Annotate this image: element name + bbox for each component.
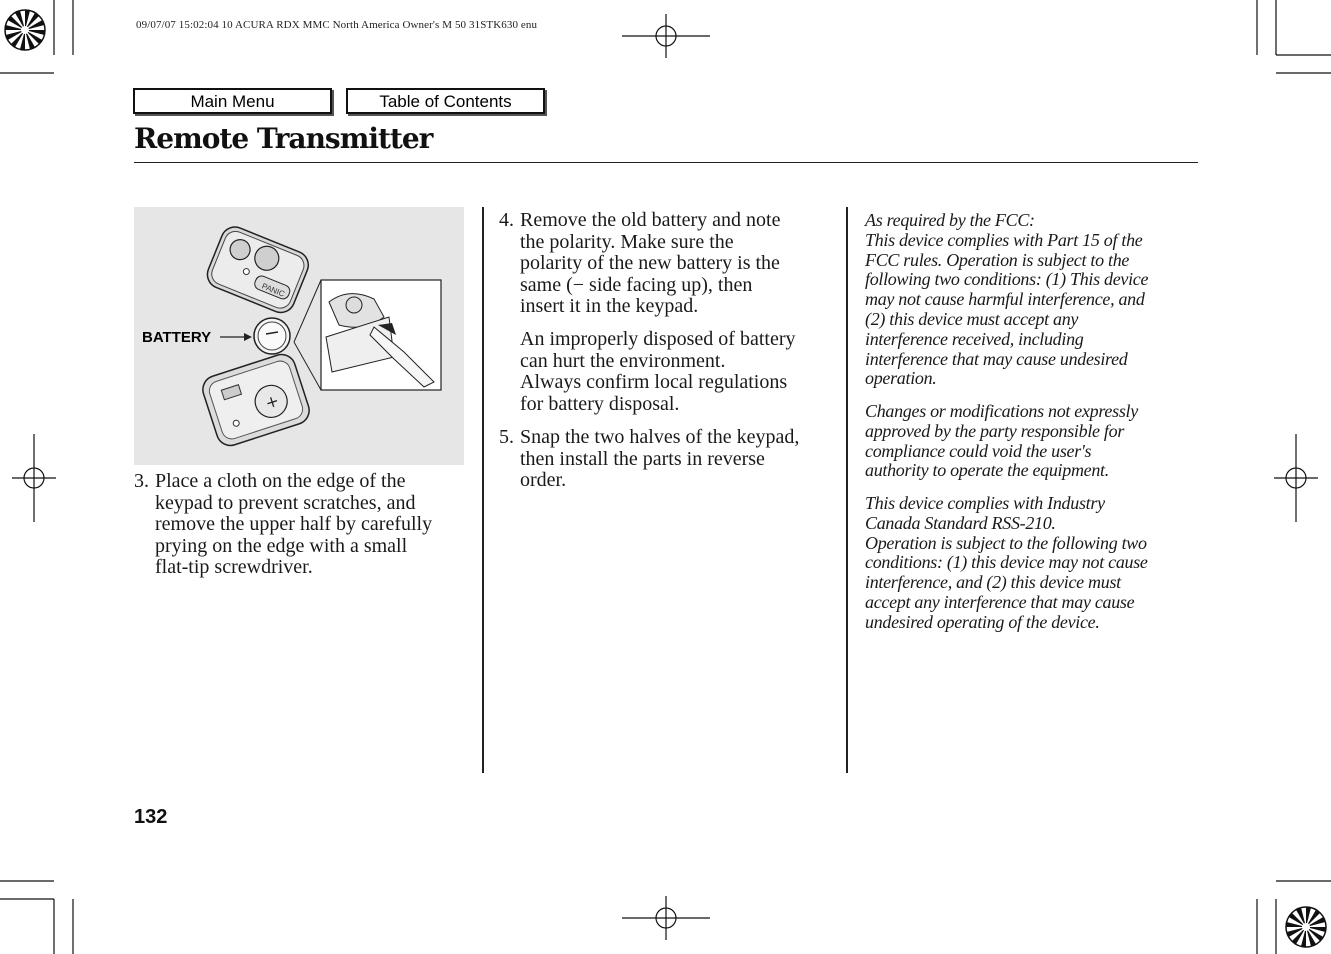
starburst-target-bottom-right (1284, 905, 1328, 949)
fcc-notice (865, 211, 1205, 389)
registration-mark-left (12, 434, 56, 522)
starburst-target-top-left (3, 8, 47, 52)
panic-label: PANIC (260, 281, 286, 299)
step-5-line: order. (520, 469, 567, 492)
fcc-line: This device complies with Part 15 of the (865, 229, 1143, 250)
step-4 (499, 210, 839, 318)
fcc-line: may not cause harmful interference, and (865, 289, 1145, 310)
column-divider-2 (846, 207, 848, 773)
fcc-line: operation. (865, 368, 937, 389)
fcc-line: following two conditions: (1) This device (865, 269, 1149, 290)
note-line: An improperly disposed of battery (520, 328, 796, 350)
step-5-line: then install the parts in reverse (520, 447, 765, 470)
note-line: Always confirm local regulations (520, 371, 788, 394)
step-3-line: prying on the edge with a small (155, 534, 408, 557)
print-info: 09/07/07 15:02:04 10 ACURA RDX MMC North America Owner's M 50 31STK630 enu (136, 19, 538, 31)
step-3-line: flat-tip screwdriver. (155, 556, 313, 579)
step-5-line: Snap the two halves of the keypad, (520, 426, 800, 448)
page-number: 132 (134, 806, 168, 828)
step-3-text (155, 471, 464, 579)
table-of-contents-button[interactable] (346, 88, 545, 114)
fcc-line: FCC rules. Operation is subject to the (865, 249, 1130, 270)
registration-mark-top (622, 14, 710, 58)
step-3-line: remove the upper half by carefully (155, 513, 433, 536)
step-3-line: Place a cloth on the edge of the (155, 470, 406, 492)
step-4-line: insert it in the keypad. (520, 295, 699, 318)
registration-mark-right (1274, 434, 1318, 522)
fcc-line: accept any interference that may cause (865, 591, 1135, 612)
step-4-line: same (− side facing up), then (520, 273, 753, 296)
fcc-line: compliance could void the user's (865, 440, 1092, 461)
industry-canada-notice (865, 494, 1205, 633)
battery-label: BATTERY (142, 329, 212, 346)
fcc-line: approved by the party responsible for (865, 420, 1125, 441)
fcc-line: As required by the FCC: (865, 210, 1035, 230)
column-divider-1 (482, 207, 484, 773)
table-of-contents-label: Table of Contents (379, 92, 512, 111)
note-line: for battery disposal. (520, 392, 680, 415)
step-3 (134, 471, 464, 579)
svg-text:+: + (262, 390, 282, 413)
step-5 (499, 427, 839, 492)
note-line: can hurt the environment. (520, 349, 726, 372)
fcc-line: This device complies with Industry (865, 493, 1105, 513)
step-4-number: 4. (499, 209, 514, 231)
step-5-text (520, 427, 839, 492)
main-menu-button[interactable] (133, 88, 332, 114)
battery-illustration (134, 207, 464, 465)
fcc-line: conditions: (1) this device may not cause (865, 552, 1148, 573)
step-4-text (520, 210, 839, 318)
modifications-notice (865, 402, 1205, 481)
step-4-line: the polarity. Make sure the (520, 230, 734, 253)
fcc-line: interference that may cause undesired (865, 348, 1128, 369)
registration-mark-bottom (622, 896, 710, 940)
step-4-line: Remove the old battery and note (520, 209, 781, 231)
fcc-line: interference, and (2) this device must (865, 572, 1121, 593)
page-title: Remote Transmitter (134, 122, 433, 155)
screwdriver-detail-inset (294, 280, 441, 390)
keypad-upper-half (203, 223, 312, 317)
fcc-line: (2) this device must accept any (865, 308, 1079, 329)
battery-disposal-note (520, 329, 840, 415)
fcc-line: interference received, including (865, 328, 1084, 349)
keypad-drawing (134, 207, 464, 465)
fcc-line: Canada Standard RSS-210. (865, 512, 1056, 533)
step-3-line: keypad to prevent scratches, and (155, 491, 416, 514)
title-rule (134, 162, 1198, 163)
fcc-line: Changes or modifications not expressly (865, 401, 1138, 421)
battery-coin (254, 318, 290, 354)
fcc-line: Operation is subject to the following two (865, 532, 1147, 553)
step-5-number: 5. (499, 426, 514, 448)
keypad-lower-half (199, 351, 313, 449)
step-4-line: polarity of the new battery is the (520, 252, 780, 275)
fcc-line: undesired operating of the device. (865, 611, 1100, 632)
fcc-line: authority to operate the equipment. (865, 460, 1109, 481)
main-menu-label: Main Menu (190, 92, 275, 111)
step-3-number: 3. (134, 470, 149, 492)
